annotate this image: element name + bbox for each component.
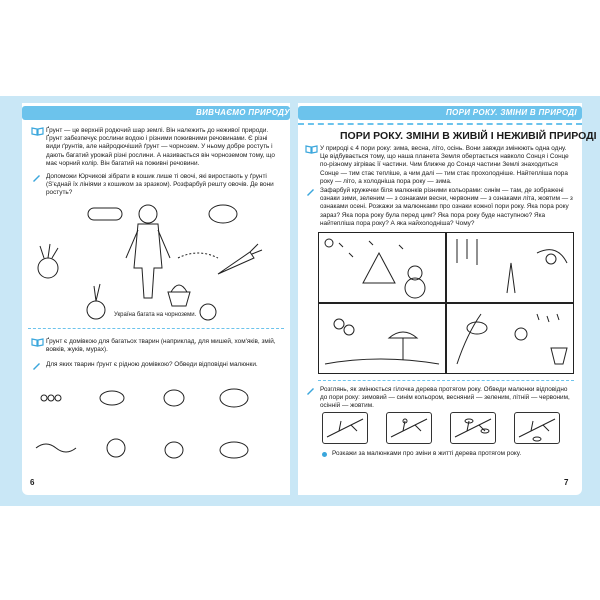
cucumber-drawing [88, 208, 122, 220]
pen-icon [305, 187, 315, 197]
left-task2-text: Для яких тварин ґрунт є рідною домівкою? Обведи відповідні малюнки. [46, 361, 258, 368]
left-page-number: 6 [30, 478, 35, 487]
branch-winter-thumb [322, 412, 368, 444]
book-icon [31, 338, 44, 347]
left-task1-text: Допоможи Юрчикові зібрати в кошик лише ті овочі, які виростають у ґрунті (Ѕ'єднай їх лініями з кошиком за зразком). Розфарбуй решту овочів. Де вони ростуть? [46, 173, 274, 197]
pen-icon [31, 361, 41, 371]
mouse-drawing [100, 391, 124, 405]
left-intro-text: Ґрунт — це верхній родючий шар землі. Він належить до неживої природи. Ґрунт забезпечує рослини водою і різними поживними речовинами. Є різні види ґрунтів, але найродючіший ґрунт — чорнозем. У ньому добре ростуть і дають багатий урожай різні рослини. А називається він чорноземом тому, що має чорний колір. Він багатий на поживні речовини. [46, 127, 275, 167]
left-info2-text: Ґрунт є домівкою для багатьох тварин (наприклад, для мишей, хом'яків, змій, вовків, жуків, мурах). [46, 338, 276, 354]
branch-autumn-thumb [514, 412, 560, 444]
left-caption1: Україна багата на чорноземи. [114, 312, 197, 318]
pen-icon [31, 173, 41, 183]
right-header-dashes [298, 123, 582, 125]
potato-drawing [209, 205, 237, 223]
right-task2-text: Розглянь, як змінюється гілочка дерева протягом року. Обведи малюнки відповідно до пори року: зимовий — синім кольором, весняний — зеленим, літній — червоним, осінній — жовтим. [320, 386, 570, 410]
right-page-number: 7 [564, 478, 569, 487]
onion-drawing [87, 284, 105, 319]
seasons-picture-grid [318, 232, 574, 374]
carrot-drawing [218, 244, 262, 274]
mole-drawing [220, 442, 248, 458]
left-header-text: ВИВЧАЄМО ПРИРОДУ [196, 108, 290, 117]
branch-spring-thumb [386, 412, 432, 444]
animals-illustration [34, 378, 284, 478]
bird-drawing [164, 390, 184, 406]
right-header-text: ПОРИ РОКУ. ЗМІНИ В ПРИРОДІ [446, 108, 577, 117]
boy-drawing [126, 205, 170, 298]
right-divider [318, 380, 574, 381]
vegetables-illustration [28, 198, 288, 328]
beaver-drawing [220, 389, 248, 407]
right-task3-text: Розкажи за малюнками про зміни в житті дерева протягом року. [332, 450, 522, 457]
autumn-cell [446, 303, 574, 374]
worm-drawing [36, 444, 76, 452]
right-page-title: ПОРИ РОКУ. ЗМІНИ В ЖИВІЙ І НЕЖИВІЙ ПРИРОДІ [340, 130, 597, 142]
right-task1-text: Зафарбуй кружечки біля малюнків різними кольорами: синім — там, де зображені ознаки зими, зеленим — з ознаками весни, червоним — з ознаками літа, жовтим — з ознаками осені. Розкажи за малюнками про ознаки кожної пори року. Яка пора року зараз? Яка пора року була перед цим? Яка пора року буде наступною? Яка найтепліша пора року? А яка найхолодніша? Чому? [320, 187, 573, 227]
beet-drawing [38, 244, 58, 278]
left-divider [28, 328, 284, 329]
basket-drawing [168, 285, 190, 306]
branch-summer-thumb [450, 412, 496, 444]
book-icon [31, 127, 44, 136]
squirrel-drawing [107, 439, 125, 457]
summer-cell [318, 303, 446, 374]
bullet-dot [322, 452, 327, 457]
hamster-drawing [165, 442, 183, 458]
spring-cell [446, 232, 574, 303]
winter-cell [318, 232, 446, 303]
right-intro-text: У природі є 4 пори року: зима, весна, літо, осінь. Вони завжди змінюють одна одну. Це відбувається тому, що наша планета Земля обертається навколо Сонця і Сонце по-різному зігріває її частини. Чим ближче до Сонця частини Землі знаходиться Сонце — тим стає тепліше, а чим далі — тим стає прохолодніше. Найтепліша пора року — літо, а холодніша пора року — зима. [320, 145, 569, 185]
pen-icon [305, 386, 315, 396]
ant-drawing [41, 395, 61, 401]
book-icon [305, 145, 318, 154]
